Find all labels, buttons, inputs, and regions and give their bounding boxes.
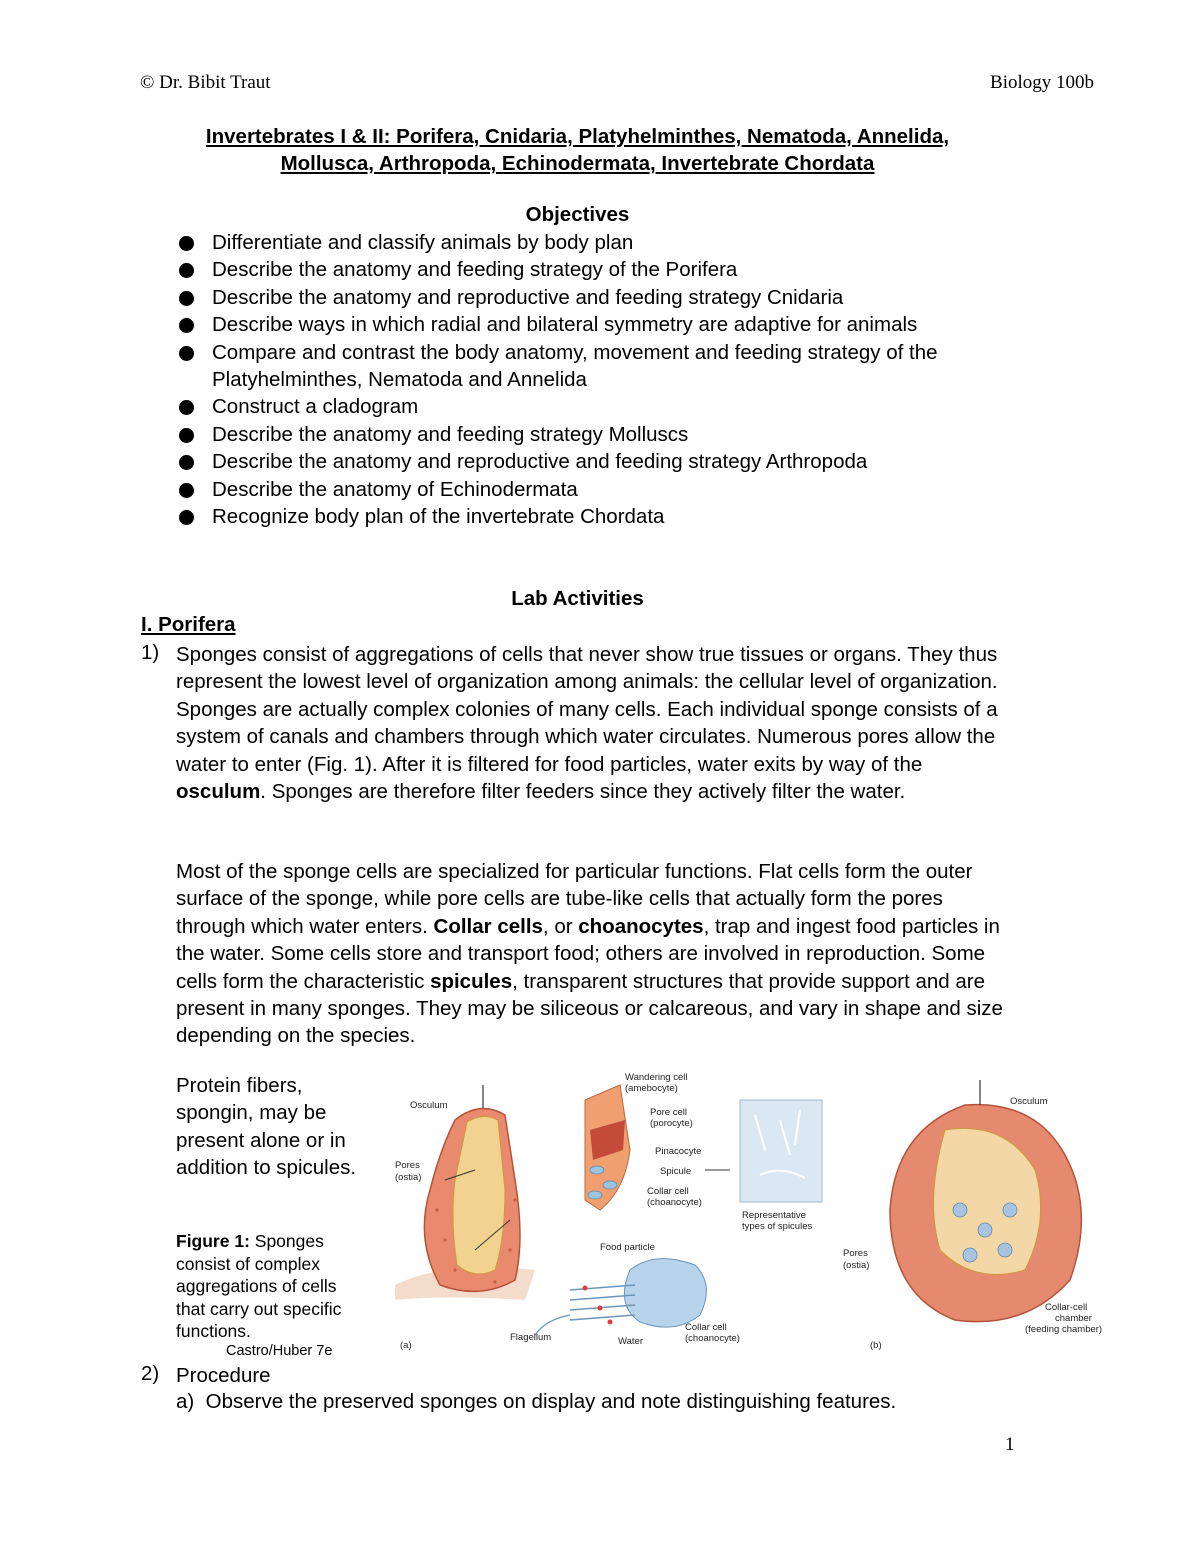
objective-item: Describe the anatomy and feeding strategy Molluscs (176, 421, 1026, 448)
label-food-particle: Food particle (600, 1242, 655, 1253)
bullet-icon (179, 236, 194, 251)
label-choanocyte: (choanocyte) (647, 1197, 702, 1208)
label-flagellum: Flagellum (510, 1332, 552, 1343)
bullet-icon (179, 291, 194, 306)
objective-item: Describe the anatomy and reproductive and feeding strategy Arthropoda (176, 448, 1026, 475)
objective-item: Differentiate and classify animals by body plan (176, 229, 1026, 256)
panel-label-a: (a) (400, 1340, 412, 1351)
document-title (0, 123, 1155, 177)
label-chamber: chamber (1055, 1313, 1092, 1324)
objective-item: Describe the anatomy and reproductive and feeding strategy Cnidaria (176, 284, 1026, 311)
term-spicules: spicules (430, 969, 513, 993)
bullet-icon (179, 510, 194, 525)
label-pores-a: Pores (395, 1160, 420, 1171)
panel-label-b: (b) (870, 1340, 882, 1351)
term-choanocytes: choanocytes (578, 914, 704, 938)
item-number-2: 2) (141, 1362, 160, 1385)
objective-item: Recognize body plan of the invertebrate Chordata (176, 503, 1026, 530)
term-collar-cells: Collar cells (433, 914, 543, 938)
caption-label: Figure 1: (176, 1231, 250, 1251)
label-collar-cell: Collar cell (647, 1186, 689, 1197)
label-pore-cell: Pore cell (650, 1107, 687, 1118)
bullet-icon (179, 318, 194, 333)
label-osculum-a: Osculum (410, 1100, 448, 1111)
label-osculum-b: Osculum (1010, 1096, 1048, 1107)
label-wandering-cell: Wandering cell (625, 1072, 688, 1083)
title-line-2: Mollusca, Arthropoda, Echinodermata, Invertebrate Chordata (280, 152, 875, 175)
label-water: Water (618, 1336, 643, 1347)
bullet-icon (179, 346, 194, 361)
figure-credit: Castro/Huber 7e (226, 1343, 333, 1359)
label-ostia-a: (ostia) (395, 1172, 422, 1183)
procedure-step-a: a) Observe the preserved sponges on display and note distinguishing features. (176, 1390, 897, 1413)
term-osculum: osculum (176, 780, 261, 804)
label-porocyte: (porocyte) (650, 1118, 693, 1129)
objectives-list (176, 229, 1026, 530)
label-choanocyte-b: (choanocyte) (685, 1333, 740, 1344)
label-types-of-spicules: types of spicules (742, 1221, 813, 1232)
page-number: 1 (1005, 1434, 1015, 1455)
label-collar-cell-chamber: Collar-cell (1045, 1302, 1088, 1313)
header-author: © Dr. Bibit Traut (140, 72, 271, 93)
bullet-icon (179, 263, 194, 278)
objective-item: Describe the anatomy of Echinodermata (176, 476, 1026, 503)
paragraph-porifera-intro: Sponges consist of aggregations of cells that never show true tissues or organs. They thus represent the lowest level of organization among animals: the cellular level of organization. Sponges are actually complex colonies of many cells. Each individual sponge consists of a system of canals and chambers through which water circulates. Numerous pores allow the water to enter (Fig. 1). After it is filtered for food particles, water exits by way of the osculum. Sponges are therefore filter feeders since they actively filter the water. (176, 643, 998, 804)
bullet-icon (179, 400, 194, 415)
label-collar-cell-b: Collar cell (685, 1322, 727, 1333)
label-amebocyte: (amebocyte) (625, 1083, 678, 1094)
paragraph-sponge-cells: Most of the sponge cells are specialized for particular functions. Flat cells form the outer surface of the sponge, while pore cells are tube-like cells that actually form the pores through which water enters. Collar cells, or choanocytes, trap and ingest food particles in the water. Some cells store and transport food; others are involved in reproduction. Some cells form the characteristic spicules, transparent structures that provide support and are present in many sponges. They may be siliceous or calcareous, and vary in shape and size depending on the species. (176, 860, 1003, 1048)
label-representative: Representative (742, 1210, 806, 1221)
item-number-1: 1) (141, 641, 160, 664)
objective-item: Describe the anatomy and feeding strategy of the Porifera (176, 256, 1026, 283)
objective-item: Construct a cladogram (176, 393, 1026, 420)
objectives-heading: Objectives (525, 203, 630, 226)
label-feeding-chamber: (feeding chamber) (1025, 1324, 1103, 1335)
label-pores-b: Pores (843, 1248, 868, 1259)
objective-item: Compare and contrast the body anatomy, movement and feeding strategy of the Platyhelminthes, Nematoda and Annelida (176, 339, 1026, 394)
lab-activities-heading: Lab Activities (511, 587, 644, 610)
sponge-anatomy-figure (385, 1060, 1125, 1355)
label-pinacocyte: Pinacocyte (655, 1146, 702, 1157)
procedure-heading: Procedure (176, 1364, 271, 1387)
paragraph-spongin: Protein fibers, spongin, may be present alone or in addition to spicules. (176, 1074, 357, 1180)
title-line-1: Invertebrates I & II: Porifera, Cnidaria, Platyhelminthes, Nematoda, Annelida, (205, 125, 950, 148)
bullet-icon (179, 455, 194, 470)
bullet-icon (179, 428, 194, 443)
objective-item: Describe ways in which radial and bilateral symmetry are adaptive for animals (176, 311, 972, 338)
label-ostia-b: (ostia) (843, 1260, 870, 1271)
bullet-icon (179, 483, 194, 498)
figure-caption: Figure 1: Sponges consist of complex aggregations of cells that carry out specific functions. (176, 1231, 342, 1342)
section-heading-porifera: I. Porifera (141, 613, 236, 636)
header-course: Biology 100b (990, 72, 1094, 93)
sponge-diagram (385, 1060, 1125, 1355)
label-spicule: Spicule (660, 1166, 692, 1177)
